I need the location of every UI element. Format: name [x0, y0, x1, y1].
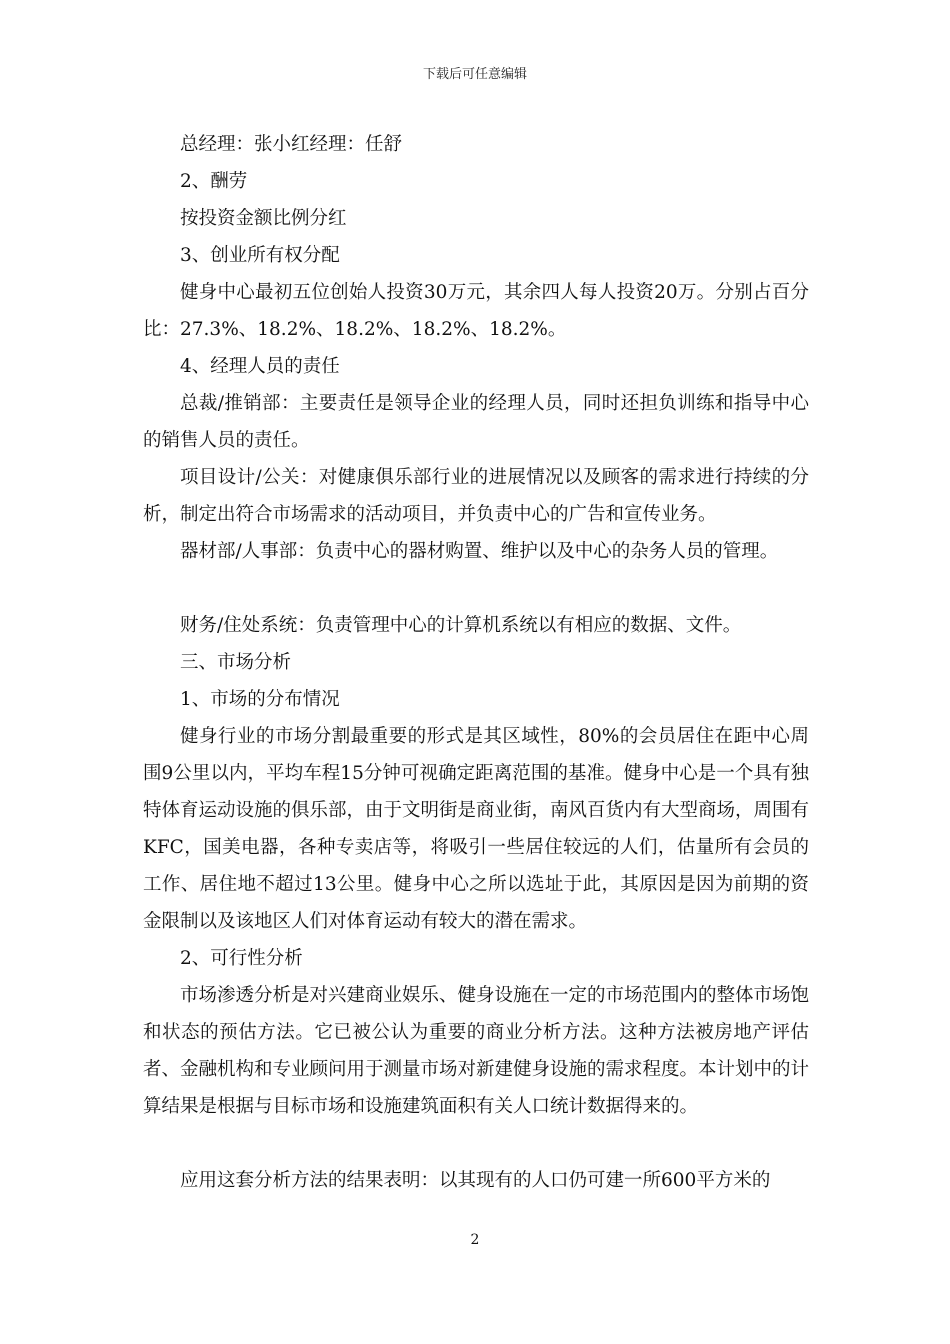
paragraph-equipment-hr: 器材部/人事部：负责中心的器材购置、维护以及中心的杂务人员的管理。 [180, 541, 779, 562]
paragraph-finance-systems: 财务/住处系统：负责管理中心的计算机系统以有相应的数据、文件。 [180, 615, 742, 636]
paragraph-dividend: 按投资金额比例分红 [180, 208, 347, 229]
paragraph-analysis-result: 应用这套分析方法的结果表明：以其现有的人口仍可建一所600平方米的 [180, 1170, 771, 1191]
page-number: 2 [470, 1232, 480, 1248]
heading-feasibility: 2、可行性分析 [180, 948, 303, 969]
heading-ownership: 3、创业所有权分配 [180, 245, 340, 266]
paragraph-market-penetration: 市场渗透分析是对兴建商业娱乐、健身设施在一定的市场范围内的整体市场饱和状态的预估方法。它已被公认为重要的商业分析方法。这种方法被房地产评估者、金融机构和专业顾问用于测量市场对新建健身设施的需求程度。本计划中的计算结果是根据与目标市场和设施建筑面积有关人口统计数据得来的。 [143, 985, 810, 1117]
paragraph-market-distribution: 健身行业的市场分割最重要的形式是其区域性，80%的会员居住在距中心周围9公里以内，平均车程15分钟可视确定距离范围的基准。健身中心是一个具有独特体育运动设施的俱乐部，由于文明街是商业街，南风百货内有大型商场，周围有KFC，国美电器，各种专卖店等，将吸引一些居住较远的人们，估量所有会员的工作、居住地不超过13公里。健身中心之所以选址于此，其原因是因为前期的资金限制以及该地区人们对体育运动有较大的潜在需求。 [143, 726, 810, 932]
heading-compensation: 2、酬劳 [180, 171, 248, 192]
heading-manager-duties: 4、经理人员的责任 [180, 356, 340, 377]
paragraph-president-sales: 总裁/推销部：主要责任是领导企业的经理人员，同时还担负训练和指导中心的销售人员的责任。 [143, 393, 809, 451]
heading-market-analysis: 三、市场分析 [180, 652, 292, 673]
paragraph-investment: 健身中心最初五位创始人投资30万元，其余四人每人投资20万。分别占百分比：27.3%、18.2%、18.2%、18.2%、18.2%。 [143, 282, 809, 340]
page-header: 下载后可任意编辑 [422, 67, 527, 82]
paragraph-project-pr: 项目设计/公关：对健康俱乐部行业的进展情况以及顾客的需求进行持续的分析，制定出符合市场需求的活动项目，并负责中心的广告和宣传业务。 [143, 467, 809, 525]
paragraph-general-manager: 总经理：张小红经理：任舒 [180, 134, 403, 155]
document-body [143, 126, 809, 1199]
heading-market-distribution: 1、市场的分布情况 [180, 689, 340, 710]
